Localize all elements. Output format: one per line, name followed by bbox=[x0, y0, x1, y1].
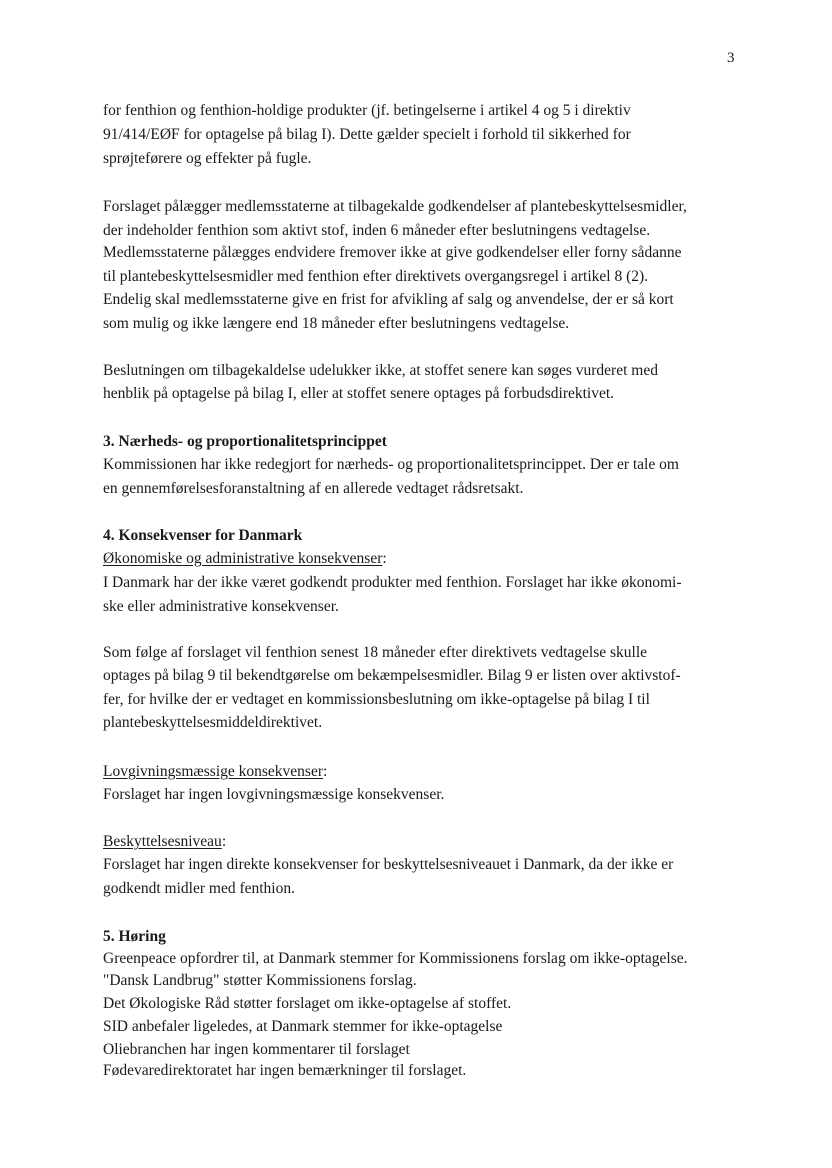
obligations-line: der indeholder fenthion som aktivt stof, inden 6 måneder efter beslutningens vedtagelse. bbox=[103, 222, 651, 239]
legislative-label: Lovgivningsmæssige konsekvenser bbox=[103, 763, 323, 780]
withdrawal-line: Beslutningen om tilbagekaldelse udelukker ikke, at stoffet senere kan søges vurderet med bbox=[103, 362, 658, 379]
section3-heading: 3. Nærheds- og proportionalitetsprincippet bbox=[103, 433, 387, 450]
section3-line: Kommissionen har ikke redegjort for nærheds- og proportionalitetsprincippet. Der er tale om bbox=[103, 456, 679, 473]
economic-colon: : bbox=[382, 550, 387, 567]
section5-heading: 5. Høring bbox=[103, 928, 166, 945]
hearing-line: "Dansk Landbrug" støtter Kommissionens forslag. bbox=[103, 972, 417, 989]
legislative-line: Forslaget har ingen lovgivningsmæssige konsekvenser. bbox=[103, 786, 445, 803]
followup-line: fer, for hvilke der er vedtaget en kommissionsbeslutning om ikke-optagelse på bilag I til bbox=[103, 691, 650, 708]
legislative-colon: : bbox=[323, 763, 328, 780]
section4-heading: 4. Konsekvenser for Danmark bbox=[103, 527, 303, 544]
page-number: 3 bbox=[727, 50, 735, 66]
obligations-line: Endelig skal medlemsstaterne give en frist for afvikling af salg og anvendelse, der er så kort bbox=[103, 291, 674, 308]
hearing-line: SID anbefaler ligeledes, at Danmark stemmer for ikke-optagelse bbox=[103, 1018, 503, 1035]
intro-line: for fenthion og fenthion-holdige produkter (jf. betingelserne i artikel 4 og 5 i direktiv bbox=[103, 102, 631, 119]
intro-line: sprøjteførere og effekter på fugle. bbox=[103, 150, 312, 167]
hearing-line: Oliebranchen har ingen kommentarer til forslaget bbox=[103, 1041, 410, 1058]
obligations-line: Medlemsstaterne pålægges endvidere fremover ikke at give godkendelser eller forny sådanne bbox=[103, 244, 682, 261]
withdrawal-line: henblik på optagelse på bilag I, eller at stoffet senere optages på forbudsdirektivet. bbox=[103, 385, 615, 402]
economic-line: ske eller administrative konsekvenser. bbox=[103, 598, 339, 615]
hearing-line: Fødevaredirektoratet har ingen bemærkninger til forslaget. bbox=[103, 1062, 467, 1079]
protection-colon: : bbox=[221, 833, 227, 850]
intro-line: 91/414/EØF for optagelse på bilag I). Dette gælder specielt i forhold til sikkerhed for bbox=[103, 126, 631, 143]
followup-line: Som følge af forslaget vil fenthion senest 18 måneder efter direktivets vedtagelse skulle bbox=[103, 644, 648, 661]
economic-subheading bbox=[103, 551, 387, 567]
obligations-line: til plantebeskyttelsesmidler med fenthion efter direktivets overgangsregel i artikel 8 (2). bbox=[103, 268, 649, 285]
hearing-line: Det Økologiske Råd støtter forslaget om ikke-optagelse af stoffet. bbox=[103, 995, 512, 1012]
protection-subheading bbox=[103, 834, 226, 850]
followup-line: optages på bilag 9 til bekendtgørelse om bekæmpelsesmidler. Bilag 9 er listen over aktivstof- bbox=[103, 667, 681, 684]
economic-line: I Danmark har der ikke været godkendt produkter med fenthion. Forslaget har ikke økonomi- bbox=[103, 574, 682, 591]
economic-label: Økonomiske og administrative konsekvenser bbox=[103, 550, 383, 567]
hearing-line: Greenpeace opfordrer til, at Danmark stemmer for Kommissionens forslag om ikke-optagelse. bbox=[103, 950, 688, 967]
legislative-subheading bbox=[103, 764, 327, 780]
protection-line: Forslaget har ingen direkte konsekvenser for beskyttelsesniveauet i Danmark, da der ikke er bbox=[103, 856, 674, 873]
followup-line: plantebeskyttelsesmiddeldirektivet. bbox=[103, 714, 323, 731]
protection-label: Beskyttelsesniveau bbox=[103, 833, 222, 850]
protection-line: godkendt midler med fenthion. bbox=[103, 880, 295, 897]
obligations-line: Forslaget pålægger medlemsstaterne at tilbagekalde godkendelser af plantebeskyttelsesmidler, bbox=[103, 198, 687, 215]
section3-line: en gennemførelsesforanstaltning af en allerede vedtaget rådsretsakt. bbox=[103, 480, 524, 497]
obligations-line: som mulig og ikke længere end 18 måneder efter beslutningens vedtagelse. bbox=[103, 315, 570, 332]
